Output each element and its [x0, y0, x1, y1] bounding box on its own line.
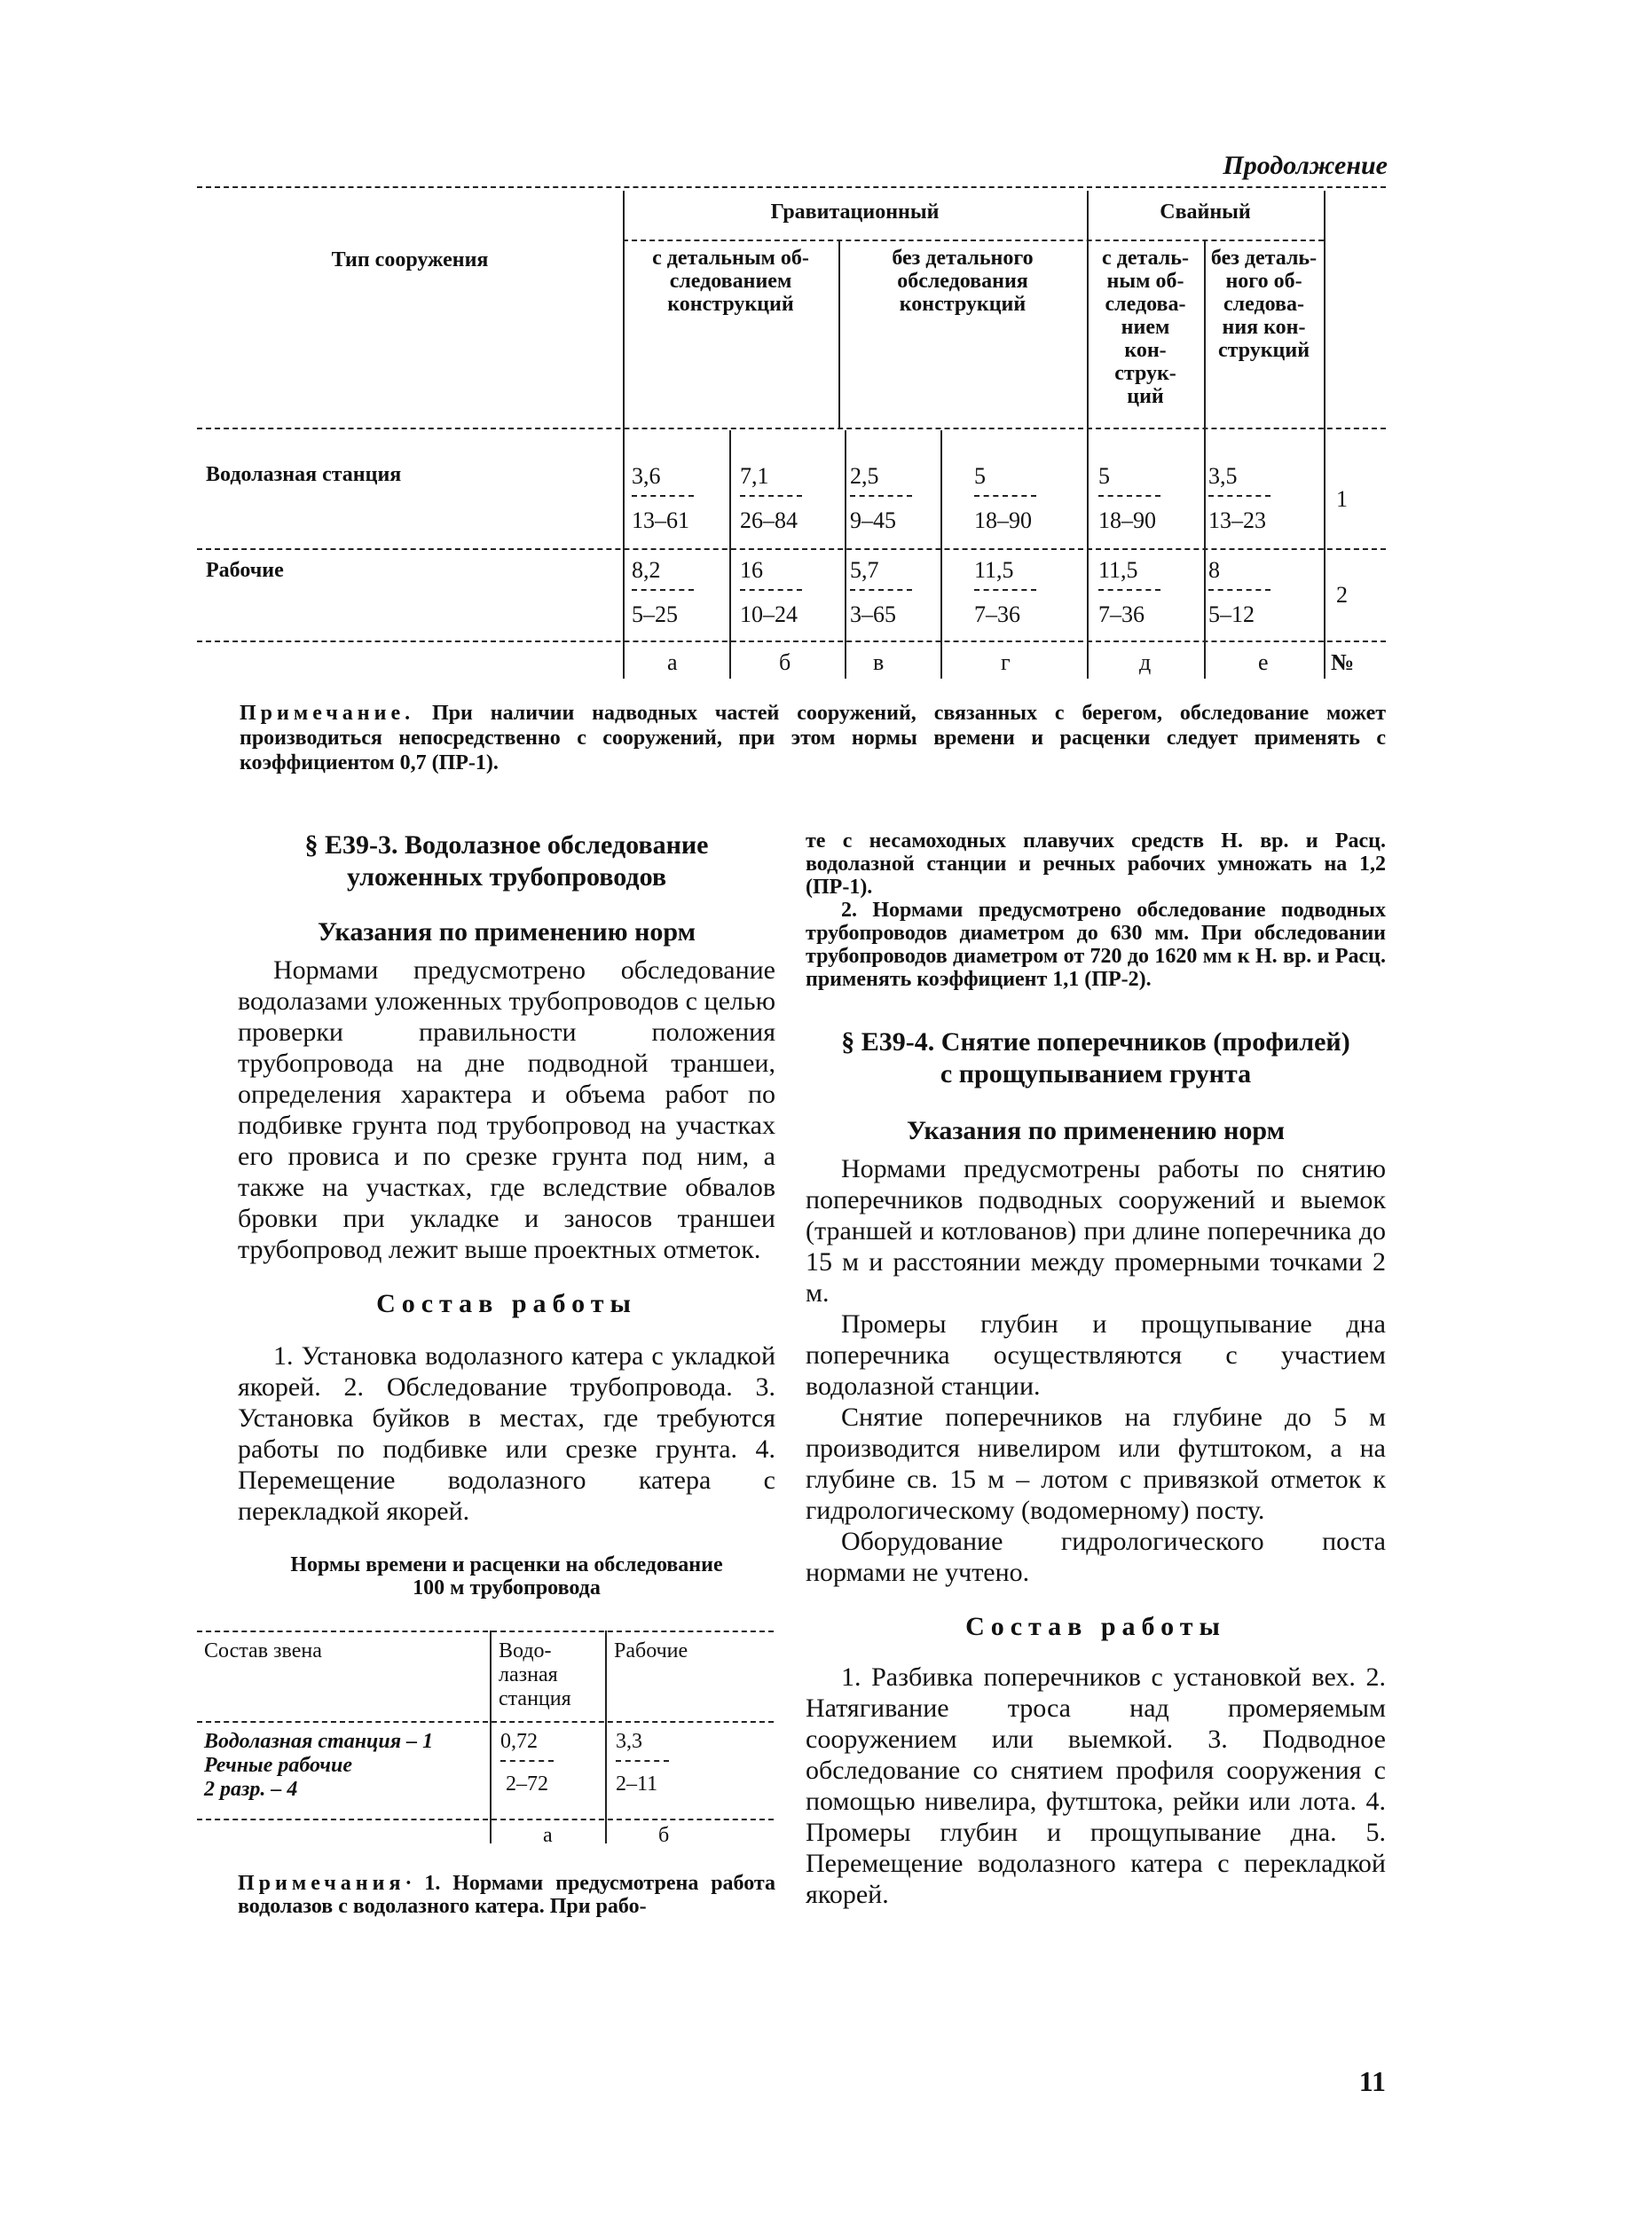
- section-title-e39-4: § Е39-4. Снятие поперечников (профилей) с прощупыванием грунта: [841, 1027, 1350, 1088]
- subheader-pile-plain: без деталь- ного об- следова- ния кон- струкций: [1210, 247, 1318, 362]
- section-title-e39-3: § Е39-3. Водолазное обследование уложенных трубопроводов: [304, 830, 709, 892]
- table-caption: Нормы времени и расценки на обследование 100 м трубопровода: [290, 1553, 723, 1599]
- crew-composition: Водолазная станция – 1 Речные рабочие 2 разр. – 4: [204, 1730, 434, 1801]
- value-norm: 3,5: [1208, 463, 1238, 489]
- value-norm: 5: [1098, 463, 1110, 489]
- column-letter: д: [1139, 649, 1152, 675]
- value-norm: 11,5: [1098, 557, 1138, 583]
- value-rate: 18–90: [1098, 507, 1156, 533]
- column-letter: б: [658, 1824, 670, 1847]
- paragraph: Снятие поперечников на глубине до 5 м производится нивелиром или футштоком, а на глубине св. 15 м – лотом с привязкой отметок к гидрологическому (водомерному) посту.: [806, 1403, 1386, 1525]
- norms-table-pipeline: [197, 1631, 774, 1848]
- value-rate: 3–65: [850, 601, 896, 627]
- paragraph: Нормами предусмотрено обследование водолазами уложенных трубопроводов с целью проверки правильности положения трубопровода на дне подводной траншеи, определения характера и объема работ по подбивке грунта под трубопровод на участках его провиса и по срезке грунта под ним, а также на участках, где вследствие обвалов бровки при укладке и заносов траншеи трубопровод лежит выше проектных отметок.: [238, 955, 775, 1264]
- table-rule: [197, 428, 1386, 429]
- value-rate: 13–61: [632, 507, 689, 533]
- note-2: 2. Нормами предусмотрено обследование подводных трубопроводов диаметром до 630 мм. При обследовании трубопроводов диаметром от 720 до 1620 мм к Н. вр. и Расц. применять коэффициент 1,1 (ПР-2).: [806, 899, 1386, 991]
- value-norm: 5: [974, 463, 986, 489]
- table-rule: [623, 240, 1324, 241]
- col-header-workers: Рабочие: [614, 1639, 688, 1662]
- value-rate: 7–36: [974, 601, 1020, 627]
- value-rate: 7–36: [1098, 601, 1145, 627]
- value-rate: 13–23: [1208, 507, 1266, 533]
- table-col-line: [940, 430, 942, 679]
- paragraph: Промеры глубин и прощупывание дна поперечника осуществляются с участием водолазной станции.: [806, 1309, 1386, 1401]
- note-label: Примечания: [238, 1872, 405, 1895]
- paragraph: Нормами предусмотрены работы по снятию поперечников подводных сооружений и выемок (траншей и котлованов) при длине поперечника до 15 м и расстоянии между промерными точками 2 м.: [806, 1154, 1386, 1308]
- value-norm: 11,5: [974, 557, 1014, 583]
- column-letter: в: [873, 649, 885, 675]
- value-norm: 5,7: [850, 557, 879, 583]
- column-letter: е: [1258, 649, 1269, 675]
- col-header-crew: Состав звена: [204, 1639, 322, 1662]
- row-number: 1: [1336, 486, 1348, 512]
- value-norm: 0,72: [500, 1730, 538, 1753]
- number-column-label: №: [1331, 649, 1355, 675]
- table-col-line: [1324, 191, 1326, 679]
- value-norm: 8: [1208, 557, 1220, 583]
- value-rate: 5–12: [1208, 601, 1255, 627]
- group-header-pile: Свайный: [1160, 200, 1251, 224]
- norms-table-continued: [197, 186, 1386, 683]
- subhead-usage: Указания по применению норм: [317, 917, 696, 947]
- pipeline-table-notes: Примечания· 1. Нормами предусмотрена работа водолазов с водолазного катера. При рабо-: [238, 1872, 775, 1918]
- page-number: 11: [1358, 2065, 1386, 2097]
- subhead-usage: Указания по применению норм: [906, 1116, 1286, 1145]
- row-label-diving-station: Водолазная станция: [206, 463, 402, 486]
- column-letter: б: [779, 649, 791, 675]
- heading-work-composition: Состав работы: [965, 1612, 1226, 1641]
- value-norm: 7,1: [740, 463, 769, 489]
- value-rate: 2–72: [506, 1772, 548, 1796]
- value-norm: 16: [740, 557, 763, 583]
- value-rate: 10–24: [740, 601, 798, 627]
- column-letter: а: [543, 1824, 553, 1847]
- value-norm: 8,2: [632, 557, 661, 583]
- right-column: [806, 829, 1386, 1910]
- table-rule: [197, 641, 1386, 642]
- column-letter: а: [667, 649, 678, 675]
- note-text: 1. Нормами предусмотрена работа водолазов с водолазного катера. При рабо-: [238, 1872, 775, 1918]
- value-rate: 2–11: [616, 1772, 658, 1796]
- left-column: [238, 829, 775, 1599]
- heading-work-composition: Состав работы: [376, 1289, 637, 1318]
- subheader-gravitational-detailed: с детальным об- следованием конструкций: [652, 247, 809, 316]
- continued-label: Продолжение: [1223, 151, 1388, 180]
- paragraph: Оборудование гидрологического поста нормами не учтено.: [806, 1527, 1386, 1587]
- value-norm: 3,6: [632, 463, 661, 489]
- value-rate: 26–84: [740, 507, 798, 533]
- paragraph: 1. Разбивка поперечников с установкой вех. 2. Натягивание троса над промеряемым сооружением или выемкой. 3. Подводное обследование со снятием профиля сооружения с помощью нивелира, футштока, рейки или лота. 4. Промеры глубин и прощупывание дна. 5. Перемещение водолазного катера с перекладкой якорей.: [806, 1662, 1386, 1909]
- value-norm: 3,3: [616, 1730, 642, 1753]
- value-rate: 18–90: [974, 507, 1032, 533]
- row-number: 2: [1336, 582, 1348, 608]
- col-header-type: Тип сооружения: [331, 248, 489, 271]
- value-rate: 5–25: [632, 601, 678, 627]
- value-norm: 2,5: [850, 463, 879, 489]
- table-rule: [197, 186, 1386, 188]
- value-rate: 9–45: [850, 507, 896, 533]
- table-note: [240, 701, 1386, 775]
- table-rule: [197, 548, 1386, 550]
- subheader-gravitational-plain: без детального обследования конструкций: [892, 247, 1034, 316]
- group-header-gravitational: Гравитационный: [770, 200, 940, 224]
- note-label: Примечание.: [240, 702, 415, 725]
- note-continuation: те с несамоходных плавучих средств Н. вр. и Расц. водолазной станции и речных рабочих умножать на 1,2 (ПР-1).: [806, 829, 1386, 899]
- table-col-line: [845, 430, 846, 679]
- col-header-diving-station: Водо- лазная станция: [499, 1639, 571, 1710]
- column-letter: г: [1001, 649, 1011, 675]
- note-text: При наличии надводных частей сооружений, связанных с берегом, обследование может производиться непосредственно с сооружений, при этом нормы времени и расценки следует применять с коэффициентом 0,7 (ПР-1).: [240, 702, 1387, 774]
- table-col-line: [729, 430, 731, 679]
- paragraph: 1. Установка водолазного катера с укладкой якорей. 2. Обследование трубопровода. 3. Установка буйков в местах, где требуются работы по подбивке или срезке грунта. 4. Перемещение водолазного катера с перекладкой якорей.: [238, 1341, 775, 1526]
- subheader-pile-detailed: с деталь- ным об- следова- нием кон- струк- ций: [1102, 247, 1189, 408]
- row-label-workers: Рабочие: [206, 559, 284, 582]
